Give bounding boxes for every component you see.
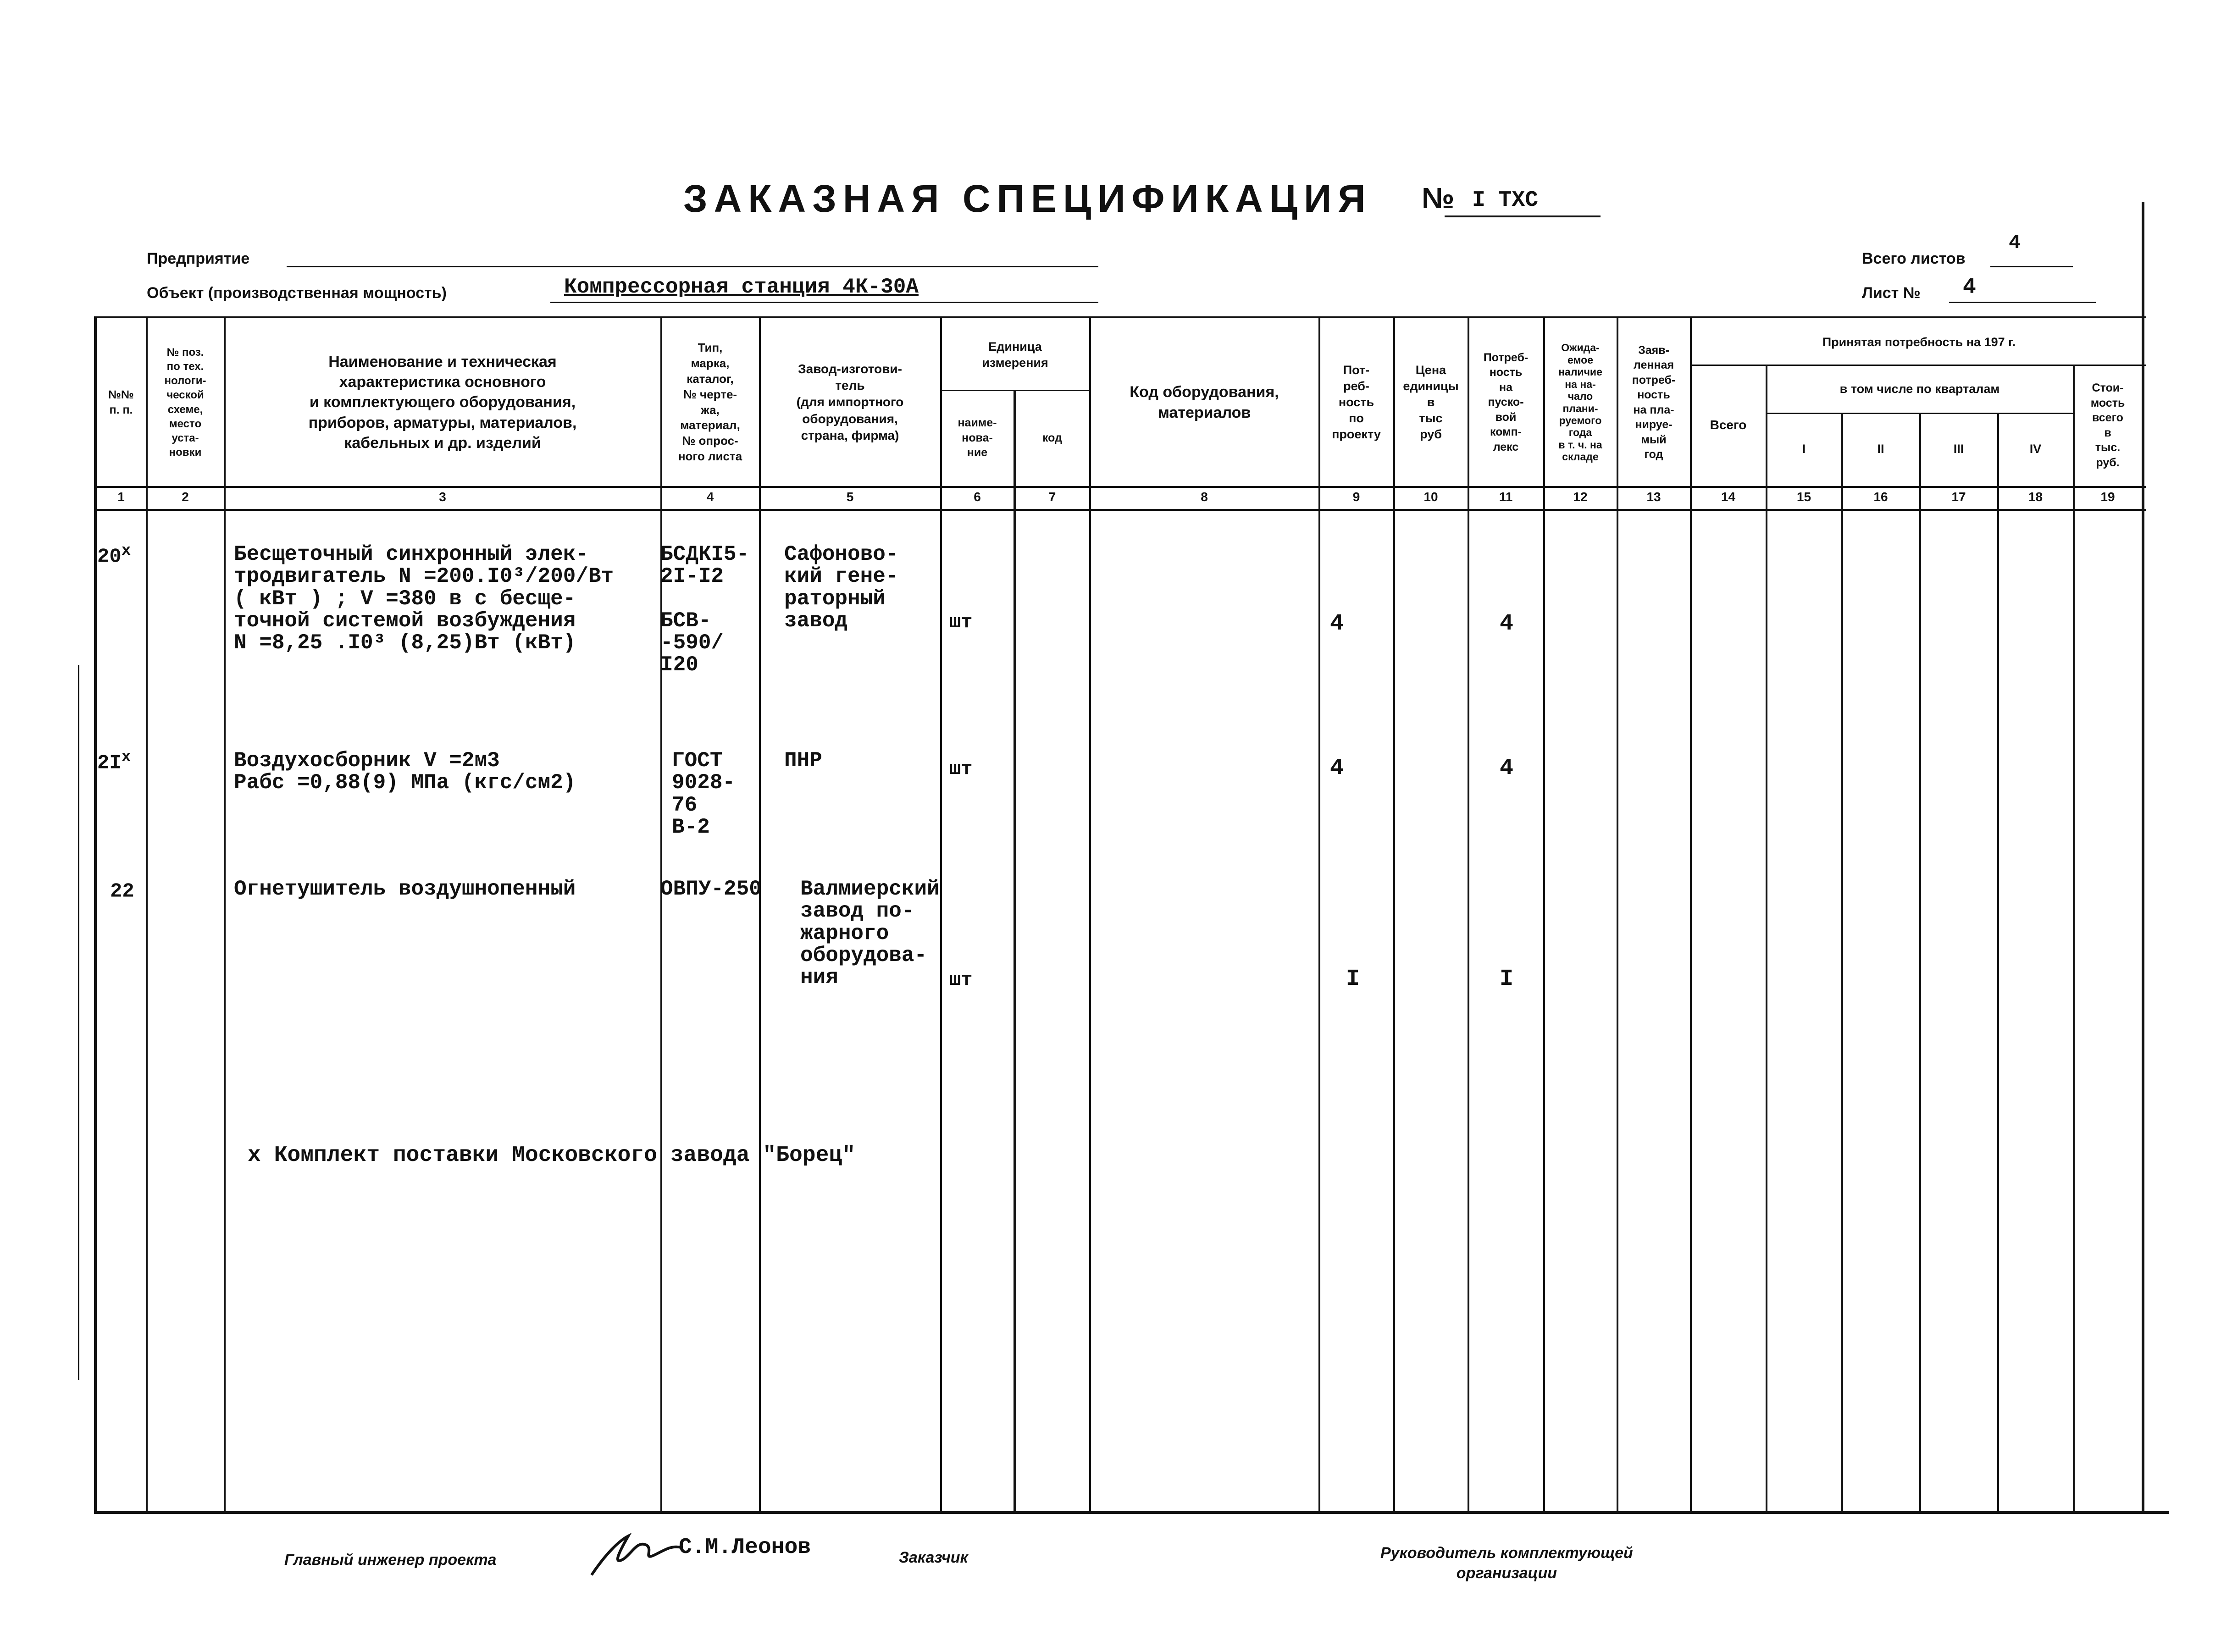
colnum: 6 [974,490,981,504]
col-border-14 [1766,365,1767,1514]
table-bottom-border [94,1511,2169,1514]
col18-header: IV [2029,442,2042,456]
item-unit: шт [949,969,973,991]
colnum: 5 [846,490,854,504]
sheet-line [1949,302,2096,303]
col-border-18 [2073,365,2075,1514]
col2-header: № поз. по тех. нологи- ческой схеме, место уста- новки [164,346,206,459]
signature-scribble [587,1527,688,1582]
object-line [550,302,1098,303]
title-number-underline [1445,215,1601,217]
header-bottom-border [94,486,2146,488]
accepted-sub-line [1690,365,2146,366]
item-maker: ПНР [784,749,822,773]
sheet-value: 4 [1963,275,1976,300]
total-sheets-label: Всего листов [1862,250,1966,267]
item-qty-startup: I [1500,966,1514,992]
quarters-header: в том числе по кварталам [1839,382,2000,396]
enterprise-line [287,266,1098,267]
item-type: ОВПУ-250 [660,877,762,901]
col1-header: №№ п. п. [108,388,134,416]
colnum: 1 [117,490,125,504]
colnum: 12 [1573,490,1588,504]
title-number-label: № [1422,182,1455,215]
colnum: 10 [1423,490,1438,504]
item-name: Бесщеточный синхронный элек- тродвигатель N =200.I0³/200/Вт ( кВт ) ; V =380 в с бесще- точной системой возбуждения N =8,25 .I0³ (8,25)Вт (кВт) [234,542,614,655]
col19-header: Стои- мость всего в тыс. руб. [2090,381,2125,469]
col-border-19 [2142,202,2144,1514]
colnum-bottom-border [94,509,2146,511]
item-qty-project: 4 [1330,611,1344,637]
colnum: 18 [2028,490,2043,504]
row-number: 20$^x$ [97,542,131,569]
col9-header: Пот- реб- ность по проекту [1332,363,1381,442]
colnum: 19 [2100,490,2115,504]
total-sheets-line [1990,266,2073,267]
item-unit: шт [949,611,973,633]
total-sheets-value: 4 [2009,232,2021,254]
colnum: 9 [1352,490,1360,504]
row-number: 22 [110,880,134,903]
colnum: 13 [1646,490,1661,504]
colnum: 11 [1499,490,1513,504]
item-type: ГОСТ 9028- 76 В-2 [672,749,736,839]
colnum: 2 [182,490,189,504]
colnum: 17 [1951,490,1966,504]
sheet-label: Лист № [1862,284,1921,302]
colnum: 7 [1048,490,1056,504]
item-qty-startup: 4 [1500,755,1514,781]
item-qty-startup: 4 [1500,611,1514,637]
col-border-0 [94,316,97,1514]
col-border-15 [1841,413,1843,1514]
col13-header: Заяв- ленная потреб- ность на пла- нируе- мый год [1632,343,1676,461]
title-number: I ТХС [1472,188,1539,213]
colnum: 3 [439,490,446,504]
item-qty-project: 4 [1330,755,1344,781]
colnum: 8 [1201,490,1208,504]
supplier-label: Руководитель комплектующей организации [1380,1544,1633,1582]
col5-header: Завод-изготови- тель (для импортного оборудования, страна, фирма) [796,361,904,443]
item-qty-project: I [1346,966,1360,992]
unit-header: Единица измерения [982,339,1048,370]
col8-header: Код оборудования, материалов [1130,383,1279,421]
footnote: х Комплект поставки Московского завода "Борец" [248,1143,856,1168]
col7-header: код [1042,431,1062,444]
col-border-16 [1919,413,1921,1514]
colnum: 16 [1873,490,1888,504]
col3-header: Наименование и техническая характеристика основного и комплектующего оборудования, приборов, арматуры, материалов, кабельных и др. изделий [308,353,577,452]
chief-engineer-label: Главный инженер проекта [284,1551,497,1569]
col14-header: Всего [1710,418,1747,432]
item-maker: Сафоново- кий гене- раторный завод [784,542,898,633]
chief-engineer-name: С.М.Леонов [679,1535,811,1560]
col-border-6 [1014,390,1016,1514]
side-stamp-line [78,665,79,1380]
col15-header: I [1802,442,1806,456]
colnum: 14 [1721,490,1736,504]
item-name: Огнетушитель воздушнопенный [234,877,576,901]
col4-header: Тип, марка, каталог, № черте- жа, материал, № опрос- ного листа [678,341,742,463]
item-name: Воздухосборник V =2м3 Рабс =0,88(9) МПа (кгс/см2) [234,749,576,795]
col11-header: Потреб- ность на пуско- вой комп- лекс [1483,351,1529,453]
col12-header: Ожида- емое наличие на на- чало плани- руемого года в т. ч. на складе [1558,342,1602,463]
item-type: БСДКI5- 2I-I2 БСВ- -590/ I20 [660,542,749,677]
item-maker: Валмиерский завод по- жарного оборудова- ния [800,877,940,990]
object-label: Объект (производственная мощность) [147,284,447,302]
row-number: $2I^x$ [97,749,131,775]
colnum: 15 [1796,490,1811,504]
col6-header: наиме- нова- ние [958,416,997,459]
enterprise-label: Предприятие [147,250,250,267]
document-title: ЗАКАЗНАЯ СПЕЦИФИКАЦИЯ [683,177,1372,220]
col16-header: II [1877,442,1884,456]
object-value: Компрессорная станция 4К-30А [564,275,919,299]
col17-header: III [1953,442,1964,456]
table-top-border [94,316,2146,318]
item-unit: шт [949,758,973,780]
customer-label: Заказчик [899,1549,968,1566]
colnum: 4 [706,490,714,504]
col-border-17 [1997,413,1999,1514]
col10-header: Цена единицы в тыс руб [1403,363,1459,442]
accepted-header: Принятая потребность на 197 г. [1822,335,2016,349]
